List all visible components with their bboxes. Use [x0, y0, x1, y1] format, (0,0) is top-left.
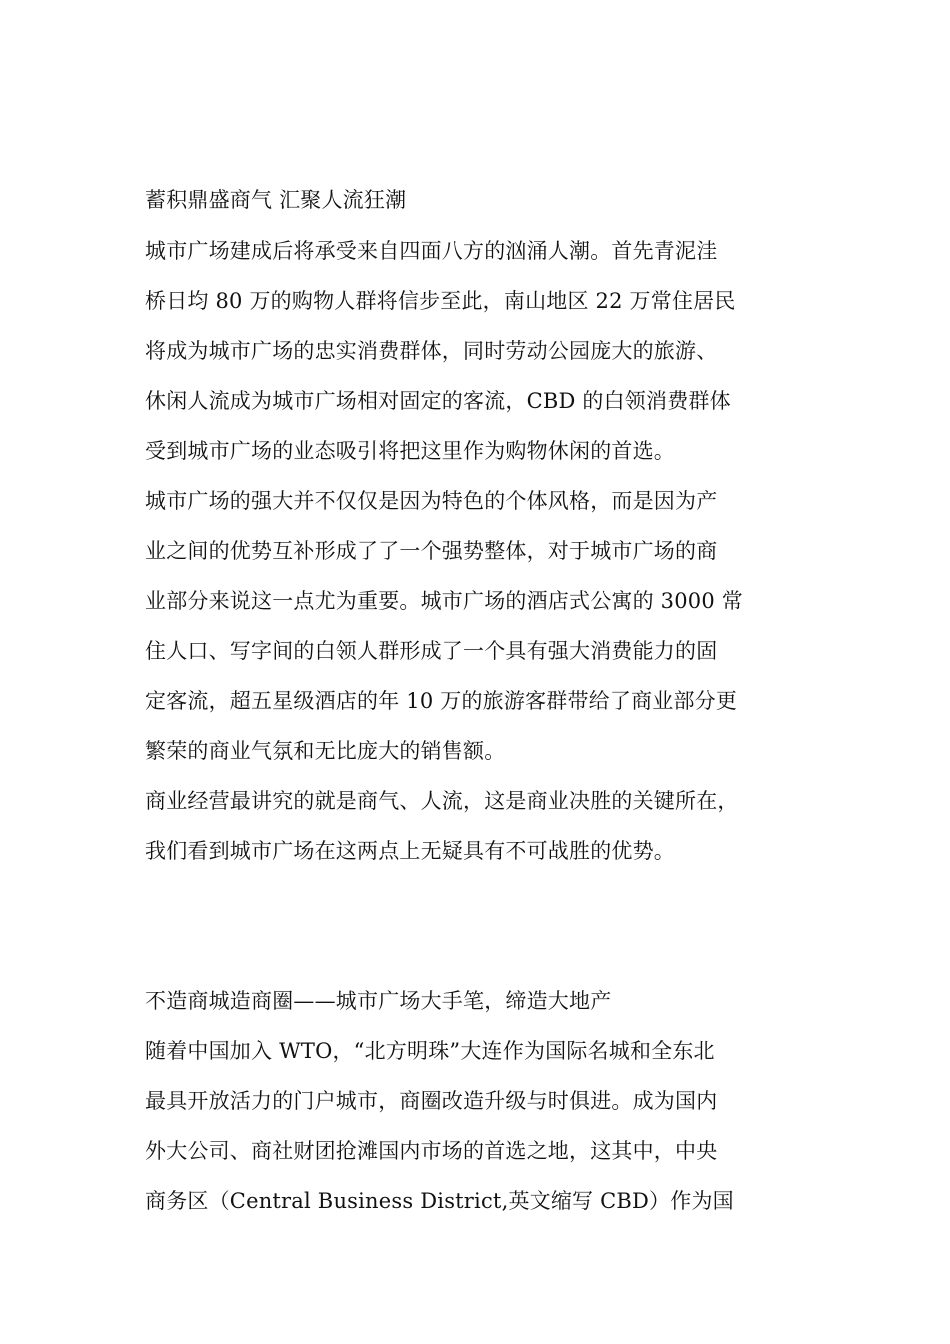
- paragraph-line: 商务区（Central Business District,英文缩写 CBD）作为国: [145, 1189, 734, 1213]
- paragraph-line: 将成为城市广场的忠实消费群体，同时劳动公园庞大的旅游、: [145, 339, 718, 363]
- paragraph-line: 桥日均 80 万的购物人群将信步至此，南山地区 22 万常住居民: [145, 289, 736, 313]
- paragraph-line: 繁荣的商业气氛和无比庞大的销售额。: [145, 739, 506, 763]
- paragraph-line: 休闲人流成为城市广场相对固定的客流，CBD 的白领消费群体: [145, 389, 731, 413]
- paragraph-line: 业之间的优势互补形成了了一个强势整体，对于城市广场的商: [145, 539, 718, 563]
- paragraph-line: 城市广场建成后将承受来自四面八方的汹涌人潮。首先青泥洼: [145, 239, 718, 263]
- paragraph-line: 最具开放活力的门户城市，商圈改造升级与时俱进。成为国内: [145, 1089, 718, 1113]
- paragraph-line: 外大公司、商社财团抢滩国内市场的首选之地，这其中，中央: [145, 1139, 718, 1163]
- paragraph-line: 受到城市广场的业态吸引将把这里作为购物休闲的首选。: [145, 439, 675, 463]
- paragraph-line: 定客流，超五星级酒店的年 10 万的旅游客群带给了商业部分更: [145, 689, 738, 713]
- paragraph-line: 住人口、写字间的白领人群形成了一个具有强大消费能力的固: [145, 639, 718, 663]
- section-2-heading: 不造商城造商圈——城市广场大手笔，缔造大地产: [145, 989, 612, 1013]
- paragraph-line: 随着中国加入 WTO，“北方明珠”大连作为国际名城和全东北: [145, 1039, 715, 1063]
- paragraph-line: 城市广场的强大并不仅仅是因为特色的个体风格，而是因为产: [145, 489, 718, 513]
- paragraph-line: 我们看到城市广场在这两点上无疑具有不可战胜的优势。: [145, 839, 675, 863]
- section-1-heading: 蓄积鼎盛商气 汇聚人流狂潮: [145, 188, 407, 212]
- paragraph-line: 商业经营最讲究的就是商气、人流，这是商业决胜的关键所在，: [145, 789, 739, 813]
- paragraph-line: 业部分来说这一点尤为重要。城市广场的酒店式公寓的 3000 常: [145, 589, 743, 613]
